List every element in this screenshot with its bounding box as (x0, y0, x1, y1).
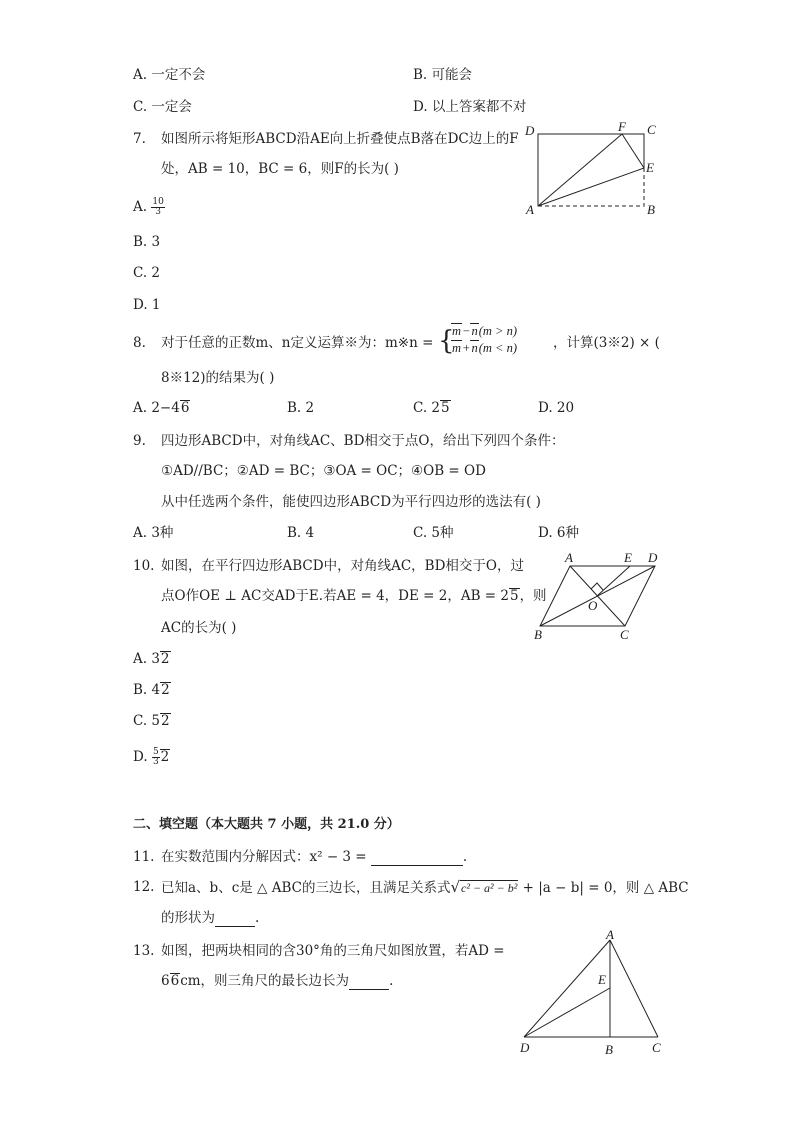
q10-option-d-sqrt: 2 (160, 749, 170, 765)
q7-text-line2: 处，AB = 10，BC = 6，则F的长为( ) (161, 161, 399, 177)
q8-option-c (413, 399, 451, 417)
q12-text-line2-main: 的形状为 (161, 910, 215, 926)
q13-label-e: E (598, 972, 606, 987)
q7-label-b: B (647, 202, 655, 217)
q12-text-line2 (161, 909, 259, 927)
q8-case2-op: + (462, 341, 471, 355)
q7-af-line (538, 134, 622, 206)
q13-line-de (524, 988, 610, 1037)
q10-option-a-pre: A. 3 (133, 651, 160, 667)
q13-text-line2-post: cm，则三角尺的最长边长为 (180, 973, 350, 989)
q12-text-post: + |a − b| = 0，则 △ ABC (518, 880, 689, 896)
q6-option-b: B. 可能会 (413, 67, 473, 83)
q12-number: 12. (133, 879, 155, 895)
q7-option-a-denominator: 3 (155, 207, 161, 217)
q10-text-line2 (161, 587, 547, 605)
q10-option-b (133, 681, 171, 699)
q8-brace: { (438, 326, 455, 356)
q12-answer-blank[interactable] (215, 912, 255, 927)
q8-option-b: B. 2 (287, 400, 315, 416)
q6-option-d: D. 以上答案都不对 (413, 99, 527, 115)
q13-label-d: D (520, 1040, 530, 1055)
q12-text-line1 (161, 878, 689, 897)
q9-option-a: A. 3种 (133, 525, 174, 541)
q13-label-a: A (606, 928, 614, 942)
q7-rectangle (538, 134, 644, 206)
q8-case1-op: − (462, 324, 471, 338)
q8-option-c-pre: C. 2 (413, 400, 441, 416)
q8-option-c-sqrt: 5 (441, 400, 450, 416)
q13-number: 13. (133, 943, 155, 959)
q10-text-line2-sqrt: 5 (509, 588, 519, 604)
q8-number: 8. (133, 335, 146, 351)
q10-option-c-pre: C. 5 (133, 713, 161, 729)
q10-option-d-fraction (152, 748, 160, 767)
q8-option-d: D. 20 (538, 400, 575, 416)
q7-label-a: A (526, 202, 534, 217)
q10-label-c: C (620, 627, 629, 642)
q12-radical-sign: √ (450, 878, 461, 896)
q10-option-b-sqrt: 2 (161, 682, 170, 698)
q7-option-a (133, 198, 165, 217)
q11-text-main: 在实数范围内分解因式：x² − 3 = (161, 849, 367, 865)
q10-text-line2-post: ，则 (519, 588, 547, 604)
q7-fe-line (622, 134, 644, 168)
q6-option-a: A. 一定不会 (133, 67, 206, 83)
q10-option-a (133, 650, 171, 668)
q11-answer-blank[interactable] (371, 851, 463, 866)
q13-line-ad (524, 940, 610, 1037)
q10-label-b: B (534, 627, 542, 642)
q10-number: 10. (133, 558, 155, 574)
q10-option-d-numerator: 5 (152, 747, 159, 757)
q13-text-line2-pre: 6 (161, 973, 170, 989)
q8-option-a (133, 399, 190, 417)
q8-case2-sqrt-m: m (452, 341, 462, 355)
q10-label-a: A (565, 550, 573, 565)
section2-title: 二、填空题（本大题共 7 小题，共 21.0 分） (133, 817, 400, 832)
q10-option-d-label: D. (133, 749, 148, 765)
q10-figure (530, 548, 665, 644)
q7-label-f: F (618, 119, 626, 134)
q10-option-a-sqrt: 2 (160, 651, 170, 667)
q7-option-a-numerator: 10 (152, 197, 164, 207)
q8-case2 (451, 340, 517, 356)
q9-text-line2: ①AD//BC；②AD = BC；③OA = OC；④OB = OD (161, 463, 486, 479)
q9-text-line3: 从中任选两个条件，能使四边形ABCD为平行四边形的选法有( ) (161, 494, 541, 510)
q10-label-d: D (648, 550, 658, 565)
q8-case2-cond: (m < n) (478, 341, 518, 355)
q7-label-c: C (647, 122, 656, 137)
q7-option-d: D. 1 (133, 297, 161, 313)
q7-text-line1: 如图所示将矩形ABCD沿AE向上折叠使点B落在DC边上的F (161, 131, 519, 147)
q10-label-o: O (588, 598, 598, 613)
q8-text-pre: 对于任意的正数m、n定义运算※为：m※n = (161, 335, 434, 351)
q7-figure (522, 118, 667, 218)
q8-case1 (451, 323, 517, 339)
q13-text-line2 (161, 972, 393, 990)
q8-option-a-pre: A. 2−4 (133, 400, 180, 416)
q10-text-line1: 如图，在平行四边形ABCD中，对角线AC，BD相交于O，过 (161, 558, 524, 574)
q13-text-line2-sqrt: 6 (170, 973, 180, 989)
q8-case1-sqrt-m: m (452, 324, 462, 338)
q7-option-a-fraction (151, 198, 164, 217)
q10-text-line2-pre: 点O作OE ⊥ AC交AD于E.若AE = 4，DE = 2，AB = 2 (161, 588, 509, 604)
q10-oe-line (597, 566, 630, 596)
q13-line-ac (610, 940, 658, 1037)
q7-label-e: E (646, 160, 654, 175)
q11-number: 11. (133, 849, 155, 865)
q9-text-line1: 四边形ABCD中，对角线AC、BD相交于点O，给出下列四个条件： (161, 433, 565, 449)
q7-label-d: D (525, 123, 535, 138)
q8-case1-cond: (m > n) (478, 324, 518, 338)
q8-text-post: ，计算(3※2) × ( (553, 335, 660, 351)
q13-figure (512, 928, 672, 1058)
q11-text-end: . (462, 849, 468, 865)
q9-number: 9. (133, 433, 146, 449)
q10-option-b-pre: B. 4 (133, 682, 161, 698)
q12-text-pre: 已知a、b、c是 △ ABC的三边长，且满足关系式 (161, 880, 451, 896)
q7-option-b: B. 3 (133, 234, 161, 250)
q13-text-line1: 如图，把两块相同的含30°角的三角尺如图放置，若AD = (161, 943, 505, 959)
q9-option-c: C. 5种 (413, 525, 454, 541)
q13-label-c: C (652, 1040, 661, 1055)
q8-case1-sqrt-n: n (471, 324, 478, 338)
q10-option-d (133, 748, 170, 767)
q7-option-c: C. 2 (133, 265, 161, 281)
q8-text-line2: 8※12)的结果为( ) (161, 370, 275, 386)
q7-option-a-label: A. (133, 199, 148, 215)
q8-case2-sqrt-n: n (471, 341, 478, 355)
q13-text-end: . (389, 973, 394, 989)
q12-text-end: . (255, 910, 260, 926)
q10-option-c-sqrt: 2 (161, 713, 170, 729)
q7-ae-line (538, 168, 644, 206)
q10-option-c (133, 712, 171, 730)
q11-text (161, 848, 467, 866)
q8-option-a-sqrt: 6 (180, 400, 190, 416)
q9-option-b: B. 4 (287, 525, 315, 541)
q9-option-d: D. 6种 (538, 525, 580, 541)
q6-option-c: C. 一定会 (133, 99, 192, 115)
q10-label-e: E (624, 550, 632, 565)
q10-right-angle-mark (591, 583, 603, 590)
q7-number: 7. (133, 131, 146, 147)
q12-radicand: c² − a² − b² (461, 881, 518, 895)
q13-label-b: B (605, 1042, 613, 1057)
q13-answer-blank[interactable] (349, 975, 389, 990)
q10-option-d-denominator: 3 (152, 757, 159, 767)
q10-text-line3: AC的长为( ) (161, 620, 237, 636)
